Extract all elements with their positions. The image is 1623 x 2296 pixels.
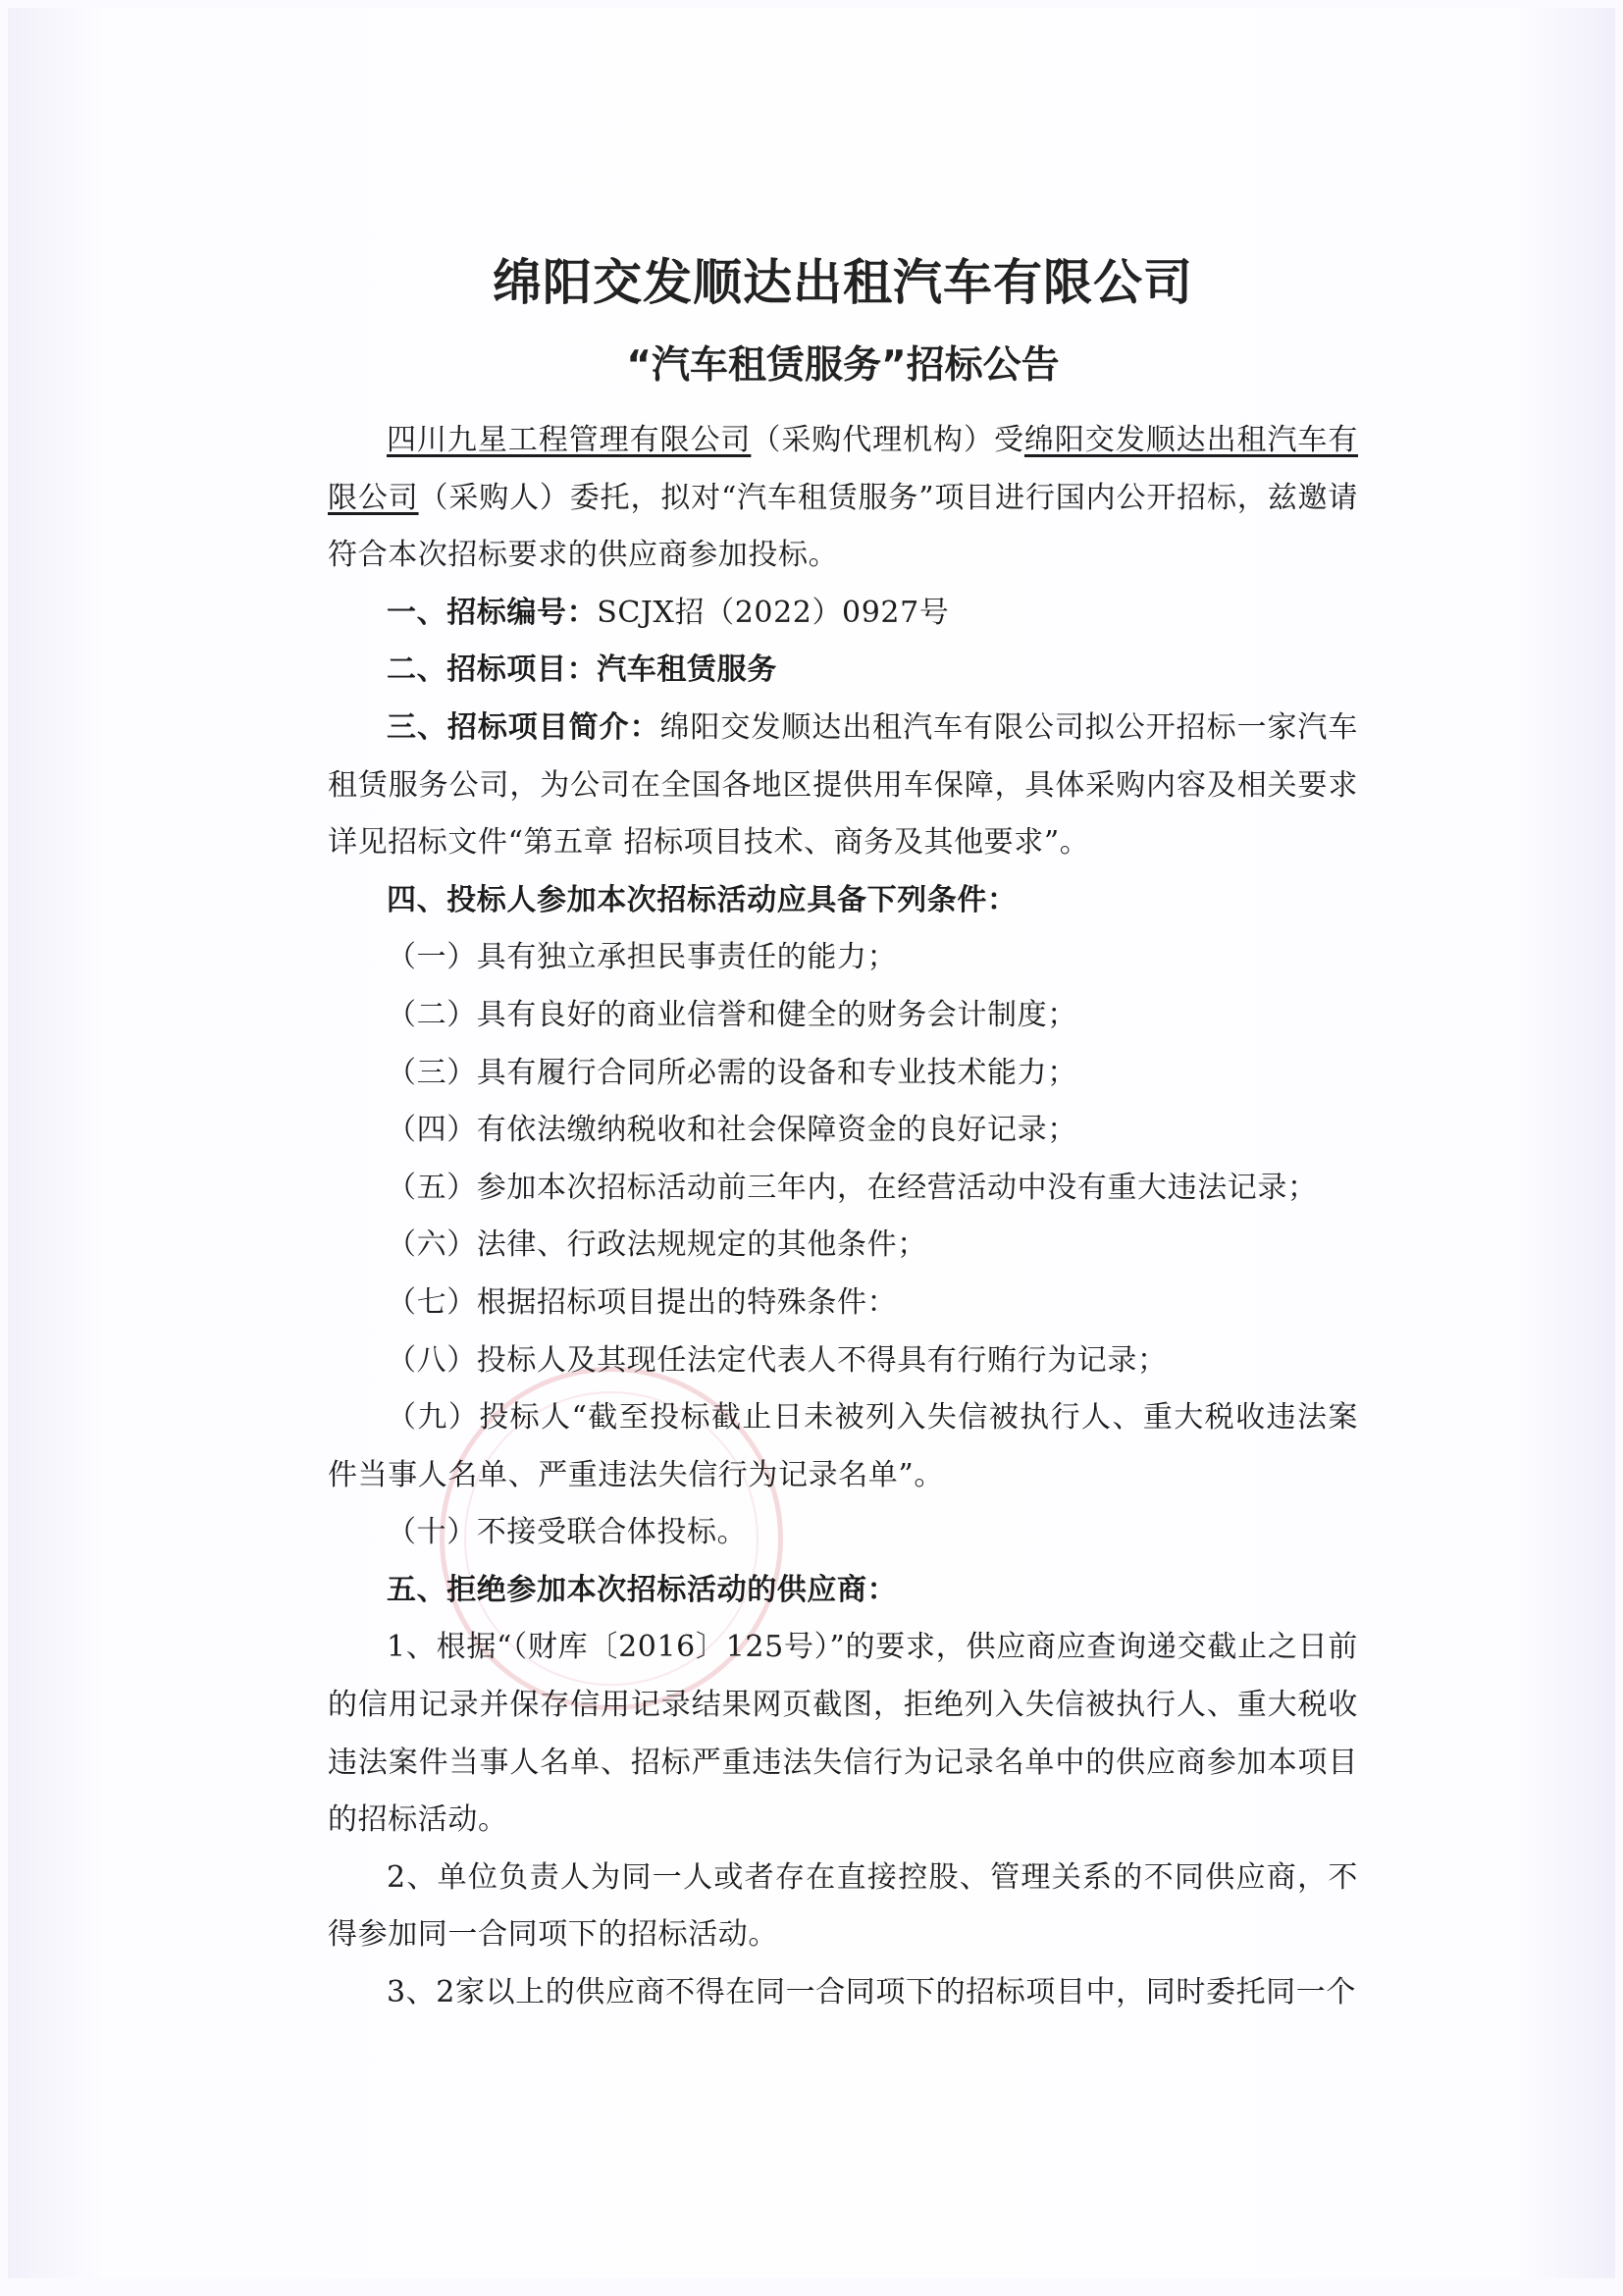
rejection-item: 2、单位负责人为同一人或者存在直接控股、管理关系的不同供应商，不得参加同一合同项下的招标活动。 (328, 1859, 1358, 1953)
condition-item: （五）参加本次招标活动前三年内，在经营活动中没有重大违法记录； (387, 1170, 1318, 1205)
section-heading: 二、招标项目： (387, 652, 598, 688)
condition-item: （十）不接受联合体投标。 (387, 1515, 748, 1550)
purchaser-name: 绵阳交发顺达出租汽车有限公司 (328, 423, 1358, 515)
condition-item: （二）具有良好的商业信誉和健全的财务会计制度； (387, 997, 1077, 1032)
project-summary: 绵阳交发顺达出租汽车有限公司拟公开招标一家汽车租赁服务公司，为公司在全国各地区提供用车保障，具体采购内容及相关要求详见招标文件“第五章 招标项目技术、商务及其他要求”。 (328, 709, 1358, 861)
bid-number: SCJX招（2022）0927号 (597, 595, 950, 630)
section-heading: 三、招标项目简介： (387, 709, 660, 745)
section-heading: 四、投标人参加本次招标活动应具备下列条件： (387, 882, 1018, 917)
scanned-page (8, 8, 1615, 2278)
document-body (328, 412, 1358, 2022)
company-title: 绵阳交发顺达出租汽车有限公司 (493, 254, 1193, 311)
agency-role: （采购代理机构）受 (751, 423, 1024, 457)
condition-item: （七）根据招标项目提出的特殊条件： (387, 1284, 898, 1320)
agency-name: 四川九星工程管理有限公司 (387, 423, 752, 457)
condition-item: （八）投标人及其现任法定代表人不得具有行贿行为记录； (387, 1342, 1168, 1378)
condition-item: （九）投标人“截至投标截止日未被列入失信被执行人、重大税收违法案件当事人名单、严重违法失信行为记录名单”。 (328, 1400, 1358, 1492)
intro-rest: （采购人）委托，拟对“汽车租赁服务”项目进行国内公开招标，兹邀请符合本次招标要求的供应商参加投标。 (328, 480, 1358, 573)
section-rejected-suppliers (328, 1562, 1358, 1620)
rejection-item: 1、根据“（财库〔2016〕125号）”的要求，供应商应查询递交截止之日前的信用记录并保存信用记录结果网页截图，拒绝列入失信被执行人、重大税收违法案件当事人名单、招标严重违法失信行为记录名单中的供应商参加本项目的招标活动。 (328, 1630, 1358, 1838)
announcement-subtitle: “汽车租赁服务”招标公告 (626, 343, 1060, 388)
intro-paragraph (328, 412, 1358, 585)
section-bid-project (328, 642, 1358, 700)
condition-item: （一）具有独立承担民事责任的能力； (387, 940, 898, 975)
condition-item: （六）法律、行政法规规定的其他条件； (387, 1227, 927, 1263)
condition-item: （四）有依法缴纳税收和社会保障资金的良好记录； (387, 1113, 1077, 1148)
section-heading: 一、招标编号： (387, 595, 598, 630)
section-heading: 五、拒绝参加本次招标活动的供应商： (387, 1572, 898, 1607)
condition-item: （三）具有履行合同所必需的设备和专业技术能力； (387, 1055, 1077, 1090)
rejection-item: 3、2家以上的供应商不得在同一合同项下的招标项目中，同时委托同一个 (387, 1975, 1356, 2010)
section-bid-number (328, 585, 1358, 643)
project-name: 汽车租赁服务 (597, 652, 777, 688)
section-project-summary (328, 700, 1358, 872)
section-bidder-conditions (328, 872, 1358, 930)
